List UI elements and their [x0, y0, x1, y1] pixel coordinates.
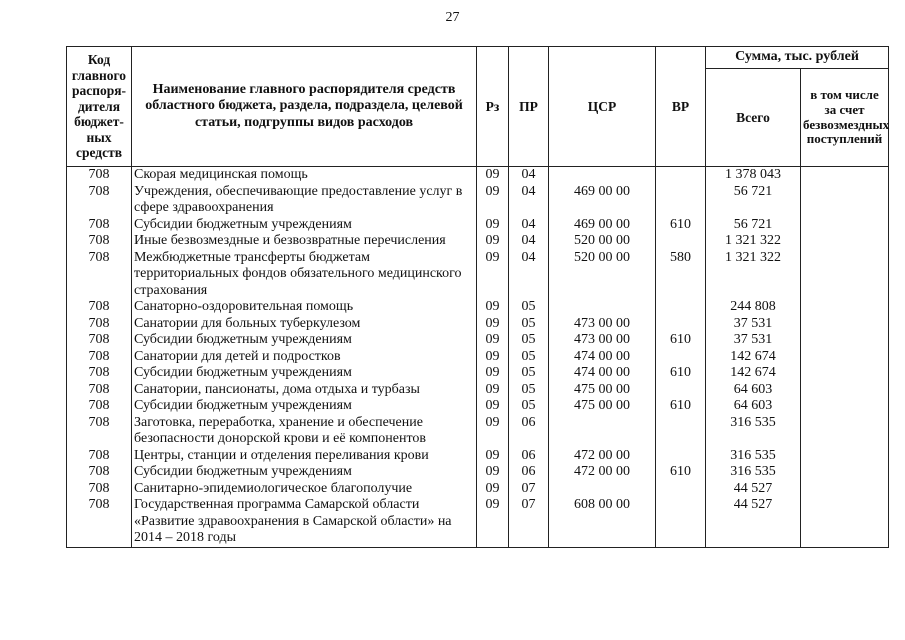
header-rz: Рз	[477, 47, 509, 167]
row-free	[801, 415, 889, 448]
row-code: 708	[67, 497, 132, 547]
row-rz: 09	[477, 481, 509, 498]
row-name: Санатории, пансионаты, дома отдыха и турбазы	[132, 382, 477, 399]
row-rz: 09	[477, 332, 509, 349]
row-pr: 04	[509, 167, 549, 184]
row-pr: 05	[509, 299, 549, 316]
row-vr: 610	[656, 332, 706, 349]
row-vr	[656, 184, 706, 217]
row-pr: 05	[509, 349, 549, 366]
table-row	[67, 398, 889, 415]
row-free	[801, 316, 889, 333]
row-code: 708	[67, 332, 132, 349]
row-vr	[656, 382, 706, 399]
row-csr: 608 00 00	[549, 497, 656, 547]
row-rz: 09	[477, 233, 509, 250]
row-vr	[656, 316, 706, 333]
row-code: 708	[67, 233, 132, 250]
row-pr: 06	[509, 415, 549, 448]
row-csr	[549, 299, 656, 316]
row-total: 142 674	[706, 349, 801, 366]
row-rz: 09	[477, 250, 509, 300]
row-name: Государственная программа Самарской области «Развитие здравоохранения в Самарской области» на 2014 – 2018 годы	[132, 497, 477, 547]
row-total: 44 527	[706, 497, 801, 547]
row-rz: 09	[477, 365, 509, 382]
table-row	[67, 464, 889, 481]
row-total: 64 603	[706, 398, 801, 415]
header-sum: Сумма, тыс. рублей	[706, 47, 889, 69]
table-row	[67, 349, 889, 366]
row-csr: 473 00 00	[549, 316, 656, 333]
row-total: 1 321 322	[706, 250, 801, 300]
row-csr: 474 00 00	[549, 365, 656, 382]
row-pr: 04	[509, 184, 549, 217]
table-row	[67, 299, 889, 316]
row-vr: 610	[656, 365, 706, 382]
row-total: 244 808	[706, 299, 801, 316]
row-free	[801, 233, 889, 250]
row-code: 708	[67, 464, 132, 481]
table-row	[67, 233, 889, 250]
row-code: 708	[67, 398, 132, 415]
row-code: 708	[67, 415, 132, 448]
table-row	[67, 448, 889, 465]
row-rz: 09	[477, 184, 509, 217]
table-row	[67, 497, 889, 547]
row-free	[801, 349, 889, 366]
row-total: 37 531	[706, 332, 801, 349]
row-csr: 520 00 00	[549, 233, 656, 250]
row-code: 708	[67, 365, 132, 382]
table-row	[67, 365, 889, 382]
row-pr: 05	[509, 398, 549, 415]
table-row	[67, 415, 889, 448]
row-vr: 580	[656, 250, 706, 300]
row-name: Субсидии бюджетным учреждениям	[132, 217, 477, 234]
table-row	[67, 481, 889, 498]
row-csr	[549, 415, 656, 448]
table-header	[67, 47, 889, 167]
row-total: 44 527	[706, 481, 801, 498]
row-csr: 472 00 00	[549, 464, 656, 481]
row-csr: 520 00 00	[549, 250, 656, 300]
row-pr: 04	[509, 250, 549, 300]
row-code: 708	[67, 217, 132, 234]
row-total: 56 721	[706, 184, 801, 217]
row-rz: 09	[477, 398, 509, 415]
row-total: 316 535	[706, 448, 801, 465]
row-code: 708	[67, 448, 132, 465]
row-rz: 09	[477, 497, 509, 547]
header-vr: ВР	[656, 47, 706, 167]
row-vr	[656, 167, 706, 184]
row-name: Центры, станции и отделения переливания крови	[132, 448, 477, 465]
row-code: 708	[67, 316, 132, 333]
row-csr: 475 00 00	[549, 398, 656, 415]
header-name: Наименование главного распорядителя средств областного бюджета, раздела, подраздела, целевой статьи, подгруппы видов расходов	[132, 47, 477, 167]
page-number: 27	[445, 10, 460, 25]
row-total: 64 603	[706, 382, 801, 399]
row-name: Заготовка, переработка, хранение и обеспечение безопасности донорской крови и её компонентов	[132, 415, 477, 448]
row-code: 708	[67, 250, 132, 300]
row-vr: 610	[656, 464, 706, 481]
row-vr	[656, 299, 706, 316]
row-rz: 09	[477, 415, 509, 448]
row-pr: 05	[509, 382, 549, 399]
row-csr: 469 00 00	[549, 217, 656, 234]
row-name: Межбюджетные трансферты бюджетам территориальных фондов обязательного медицинского страхования	[132, 250, 477, 300]
row-total: 1 378 043	[706, 167, 801, 184]
row-name: Субсидии бюджетным учреждениям	[132, 365, 477, 382]
row-free	[801, 448, 889, 465]
table-row	[67, 382, 889, 399]
table-row	[67, 250, 889, 300]
row-code: 708	[67, 481, 132, 498]
row-code: 708	[67, 167, 132, 184]
row-vr	[656, 497, 706, 547]
row-csr	[549, 167, 656, 184]
table-row	[67, 184, 889, 217]
row-free	[801, 382, 889, 399]
row-free	[801, 217, 889, 234]
row-free	[801, 167, 889, 184]
row-name: Санатории для детей и подростков	[132, 349, 477, 366]
row-total: 142 674	[706, 365, 801, 382]
row-total: 56 721	[706, 217, 801, 234]
row-total: 1 321 322	[706, 233, 801, 250]
row-rz: 09	[477, 448, 509, 465]
row-rz: 09	[477, 217, 509, 234]
row-rz: 09	[477, 349, 509, 366]
row-rz: 09	[477, 464, 509, 481]
row-name: Иные безвозмездные и безвозвратные перечисления	[132, 233, 477, 250]
row-csr: 474 00 00	[549, 349, 656, 366]
row-pr: 05	[509, 365, 549, 382]
row-name: Учреждения, обеспечивающие предоставление услуг в сфере здравоохранения	[132, 184, 477, 217]
row-pr: 07	[509, 497, 549, 547]
row-total: 316 535	[706, 415, 801, 448]
row-vr: 610	[656, 398, 706, 415]
header-total: Всего	[706, 69, 801, 167]
row-vr	[656, 481, 706, 498]
row-code: 708	[67, 349, 132, 366]
row-free	[801, 184, 889, 217]
row-name: Субсидии бюджетным учреждениям	[132, 398, 477, 415]
row-pr: 07	[509, 481, 549, 498]
row-free	[801, 250, 889, 300]
row-free	[801, 332, 889, 349]
row-vr	[656, 233, 706, 250]
row-code: 708	[67, 382, 132, 399]
row-rz: 09	[477, 299, 509, 316]
row-pr: 06	[509, 448, 549, 465]
row-vr	[656, 349, 706, 366]
row-name: Санатории для больных туберкулезом	[132, 316, 477, 333]
row-code: 708	[67, 184, 132, 217]
row-csr: 472 00 00	[549, 448, 656, 465]
row-pr: 04	[509, 217, 549, 234]
row-pr: 05	[509, 316, 549, 333]
header-code: Код главного распоря-дителя бюджет-ных средств	[67, 47, 132, 167]
row-rz: 09	[477, 382, 509, 399]
row-csr	[549, 481, 656, 498]
row-pr: 04	[509, 233, 549, 250]
header-pr: ПР	[509, 47, 549, 167]
row-vr	[656, 415, 706, 448]
row-code: 708	[67, 299, 132, 316]
row-name: Субсидии бюджетным учреждениям	[132, 464, 477, 481]
row-free	[801, 299, 889, 316]
budget-table	[66, 46, 889, 548]
row-name: Скорая медицинская помощь	[132, 167, 477, 184]
row-total: 316 535	[706, 464, 801, 481]
row-free	[801, 365, 889, 382]
row-name: Санаторно-оздоровительная помощь	[132, 299, 477, 316]
row-vr	[656, 448, 706, 465]
row-pr: 06	[509, 464, 549, 481]
header-free: в том числе за счет безвозмездных поступлений	[801, 69, 889, 167]
table-row	[67, 316, 889, 333]
row-pr: 05	[509, 332, 549, 349]
row-name: Санитарно-эпидемиологическое благополучие	[132, 481, 477, 498]
table-body	[67, 167, 889, 548]
row-rz: 09	[477, 167, 509, 184]
row-rz: 09	[477, 316, 509, 333]
table-row	[67, 167, 889, 184]
row-free	[801, 481, 889, 498]
header-csr: ЦСР	[549, 47, 656, 167]
row-free	[801, 464, 889, 481]
row-free	[801, 497, 889, 547]
row-name: Субсидии бюджетным учреждениям	[132, 332, 477, 349]
table-row	[67, 217, 889, 234]
table-row	[67, 332, 889, 349]
row-vr: 610	[656, 217, 706, 234]
row-csr: 475 00 00	[549, 382, 656, 399]
row-free	[801, 398, 889, 415]
row-csr: 469 00 00	[549, 184, 656, 217]
row-total: 37 531	[706, 316, 801, 333]
row-csr: 473 00 00	[549, 332, 656, 349]
